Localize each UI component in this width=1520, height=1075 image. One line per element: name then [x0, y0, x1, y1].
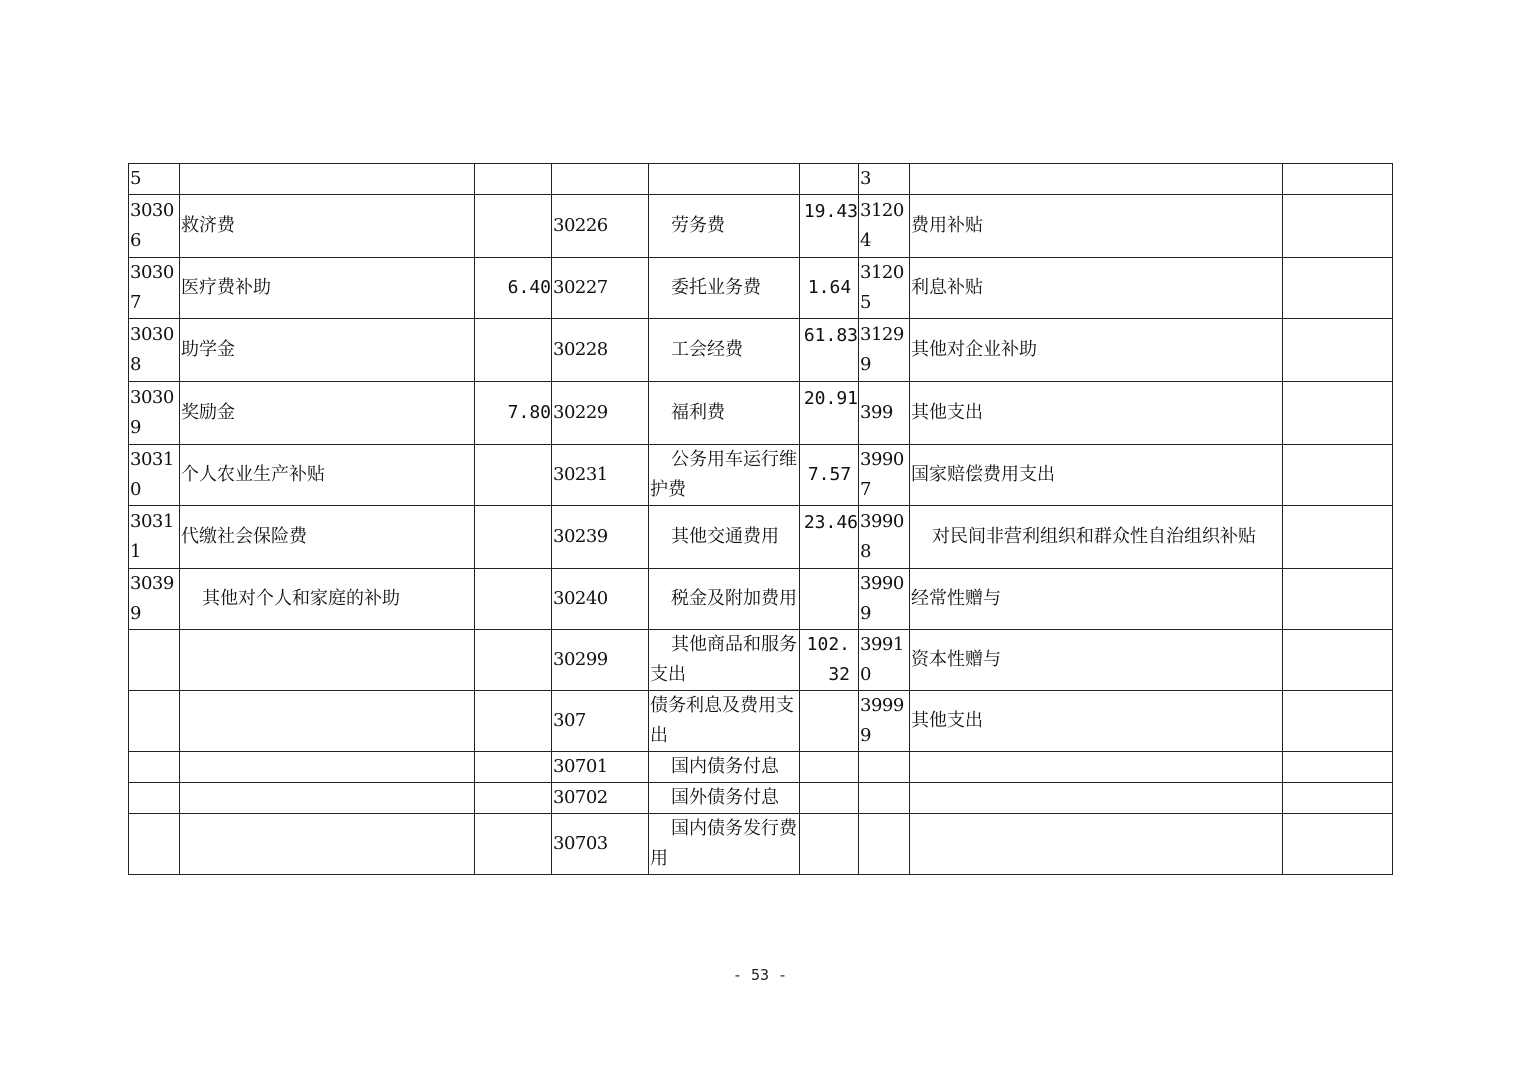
cell-amount-b	[800, 752, 859, 783]
cell-code-c	[859, 752, 910, 783]
cell-code-b: 30226	[552, 195, 649, 258]
table-row	[129, 630, 1393, 691]
cell-code-c: 39908	[859, 506, 910, 569]
cell-code-b: 30228	[552, 319, 649, 382]
cell-name-a	[180, 814, 475, 875]
cell-name-c: 国家赔偿费用支出	[910, 445, 1283, 506]
cell-name-b: 委托业务费	[649, 258, 800, 319]
cell-amount-b: 7.57	[800, 445, 859, 506]
cell-name-c: 其他对企业补助	[910, 319, 1283, 382]
cell-amount-c	[1283, 691, 1393, 752]
cell-code-a	[129, 691, 180, 752]
cell-name-a: 救济费	[180, 195, 475, 258]
cell-code-c: 39910	[859, 630, 910, 691]
cell-code-a: 30306	[129, 195, 180, 258]
cell-name-c: 其他支出	[910, 382, 1283, 445]
cell-name-a	[180, 783, 475, 814]
cell-amount-c	[1283, 258, 1393, 319]
cell-code-c	[859, 783, 910, 814]
cell-amount-b	[800, 691, 859, 752]
cell-amount-b: 61.83	[800, 319, 859, 382]
cell-code-b: 30702	[552, 783, 649, 814]
cell-name-c: 资本性赠与	[910, 630, 1283, 691]
cell-amount-a: 6.40	[475, 258, 552, 319]
table-row	[129, 814, 1393, 875]
budget-table	[128, 163, 1393, 875]
cell-code-b	[552, 164, 649, 195]
cell-amount-b	[800, 164, 859, 195]
table-row	[129, 319, 1393, 382]
cell-amount-c	[1283, 164, 1393, 195]
table-row	[129, 445, 1393, 506]
table-row	[129, 691, 1393, 752]
cell-name-a: 代缴社会保险费	[180, 506, 475, 569]
cell-amount-c	[1283, 752, 1393, 783]
cell-name-c	[910, 164, 1283, 195]
table-row	[129, 382, 1393, 445]
cell-name-b: 其他商品和服务支出	[649, 630, 800, 691]
cell-name-b: 国内债务付息	[649, 752, 800, 783]
table-row	[129, 506, 1393, 569]
cell-amount-c	[1283, 569, 1393, 630]
cell-name-b: 劳务费	[649, 195, 800, 258]
table-row	[129, 164, 1393, 195]
cell-name-a	[180, 630, 475, 691]
cell-code-a	[129, 783, 180, 814]
cell-amount-c	[1283, 506, 1393, 569]
cell-code-b: 30703	[552, 814, 649, 875]
cell-amount-a	[475, 691, 552, 752]
cell-name-c: 其他支出	[910, 691, 1283, 752]
cell-amount-a	[475, 783, 552, 814]
cell-name-a	[180, 752, 475, 783]
cell-code-b: 30229	[552, 382, 649, 445]
cell-amount-c	[1283, 630, 1393, 691]
cell-code-c: 3	[859, 164, 910, 195]
cell-amount-b: 1.64	[800, 258, 859, 319]
cell-amount-a	[475, 445, 552, 506]
cell-name-c	[910, 783, 1283, 814]
cell-amount-b: 23.46	[800, 506, 859, 569]
cell-name-a: 医疗费补助	[180, 258, 475, 319]
cell-amount-a	[475, 814, 552, 875]
cell-code-a: 30309	[129, 382, 180, 445]
cell-amount-c	[1283, 195, 1393, 258]
cell-name-a	[180, 164, 475, 195]
cell-name-b: 税金及附加费用	[649, 569, 800, 630]
cell-name-b: 福利费	[649, 382, 800, 445]
cell-amount-a	[475, 630, 552, 691]
cell-code-a: 30307	[129, 258, 180, 319]
cell-amount-a	[475, 195, 552, 258]
cell-code-b: 30299	[552, 630, 649, 691]
cell-amount-a	[475, 164, 552, 195]
cell-name-c: 费用补贴	[910, 195, 1283, 258]
cell-code-a: 30311	[129, 506, 180, 569]
cell-code-a: 30399	[129, 569, 180, 630]
cell-code-a: 5	[129, 164, 180, 195]
cell-name-c: 对民间非营利组织和群众性自治组织补贴	[910, 506, 1283, 569]
cell-code-c: 31204	[859, 195, 910, 258]
table-row	[129, 569, 1393, 630]
cell-code-c: 39909	[859, 569, 910, 630]
cell-name-a: 其他对个人和家庭的补助	[180, 569, 475, 630]
page-number: - 53 -	[732, 966, 788, 984]
cell-code-c: 31205	[859, 258, 910, 319]
table-row	[129, 258, 1393, 319]
cell-name-a: 奖励金	[180, 382, 475, 445]
cell-amount-a: 7.80	[475, 382, 552, 445]
cell-code-b: 30701	[552, 752, 649, 783]
cell-code-c: 31299	[859, 319, 910, 382]
cell-name-c: 利息补贴	[910, 258, 1283, 319]
cell-name-b: 债务利息及费用支出	[649, 691, 800, 752]
cell-code-b: 307	[552, 691, 649, 752]
cell-name-a: 助学金	[180, 319, 475, 382]
cell-amount-c	[1283, 319, 1393, 382]
cell-name-a	[180, 691, 475, 752]
cell-amount-b: 19.43	[800, 195, 859, 258]
cell-code-c: 39999	[859, 691, 910, 752]
cell-amount-c	[1283, 382, 1393, 445]
cell-amount-b	[800, 569, 859, 630]
cell-code-a: 30310	[129, 445, 180, 506]
cell-code-a	[129, 630, 180, 691]
cell-code-b: 30227	[552, 258, 649, 319]
cell-code-c	[859, 814, 910, 875]
cell-amount-a	[475, 569, 552, 630]
cell-name-b: 国外债务付息	[649, 783, 800, 814]
cell-name-b: 公务用车运行维护费	[649, 445, 800, 506]
cell-amount-a	[475, 752, 552, 783]
table-row	[129, 195, 1393, 258]
cell-name-b: 其他交通费用	[649, 506, 800, 569]
cell-code-b: 30231	[552, 445, 649, 506]
cell-name-c	[910, 814, 1283, 875]
cell-amount-b	[800, 814, 859, 875]
cell-amount-b: 20.91	[800, 382, 859, 445]
cell-code-c: 39907	[859, 445, 910, 506]
cell-name-b: 国内债务发行费用	[649, 814, 800, 875]
cell-amount-b	[800, 783, 859, 814]
cell-code-c: 399	[859, 382, 910, 445]
cell-amount-c	[1283, 814, 1393, 875]
cell-code-b: 30240	[552, 569, 649, 630]
cell-amount-c	[1283, 783, 1393, 814]
cell-code-a	[129, 752, 180, 783]
cell-code-a: 30308	[129, 319, 180, 382]
cell-code-a	[129, 814, 180, 875]
table-row	[129, 752, 1393, 783]
cell-name-c	[910, 752, 1283, 783]
cell-amount-a	[475, 506, 552, 569]
table-row	[129, 783, 1393, 814]
cell-amount-c	[1283, 445, 1393, 506]
cell-name-a: 个人农业生产补贴	[180, 445, 475, 506]
cell-amount-b: 102.32	[800, 630, 859, 691]
cell-name-c: 经常性赠与	[910, 569, 1283, 630]
cell-amount-a	[475, 319, 552, 382]
cell-name-b	[649, 164, 800, 195]
cell-code-b: 30239	[552, 506, 649, 569]
cell-name-b: 工会经费	[649, 319, 800, 382]
